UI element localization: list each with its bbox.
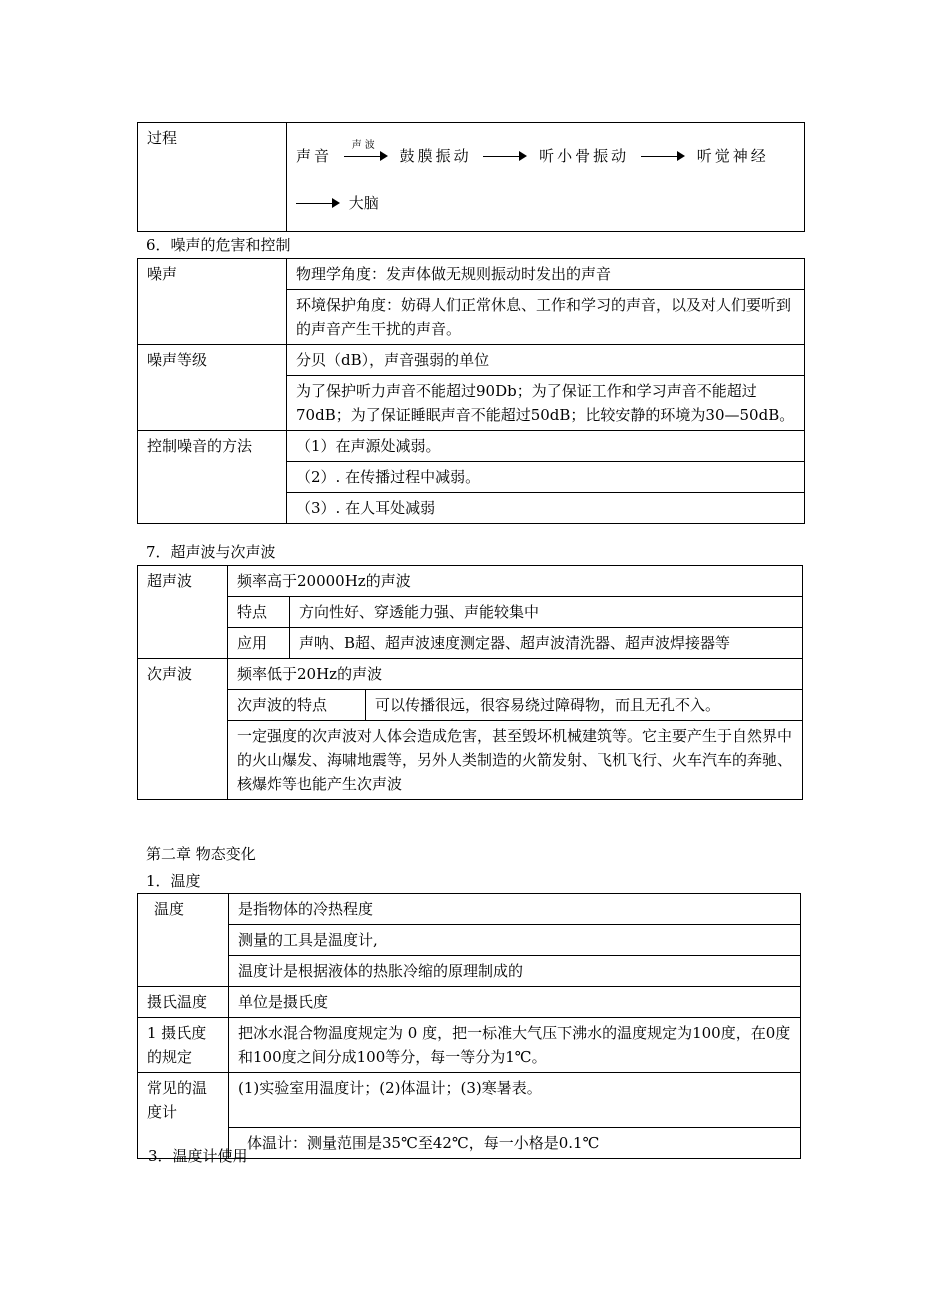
noise-control-method: （3）. 在人耳处减弱	[287, 493, 805, 524]
celsius-label: 摄氏温度	[138, 987, 229, 1018]
noise-def-physics: 物理学角度：发声体做无规则振动时发出的声音	[287, 259, 805, 290]
ultrasound-feature: 方向性好、穿透能力强、声能较集中	[290, 597, 803, 628]
arrow-label: 声波	[351, 140, 378, 151]
noise-def-environment: 环境保护角度：妨碍人们正常休息、工作和学习的声音，以及对人们要听到的声音产生干扰的声音。	[287, 290, 805, 345]
noise-level-label: 噪声等级	[138, 345, 287, 431]
chain-step: 声音	[296, 147, 333, 165]
chain-step: 听小骨振动	[539, 147, 630, 165]
process-table	[137, 122, 805, 232]
noise-control-method: （2）. 在传播过程中减弱。	[287, 462, 805, 493]
process-chain	[287, 123, 805, 232]
temperature-row: 温度计是根据液体的热胀冷缩的原理制成的	[229, 956, 801, 987]
arrow-icon	[483, 150, 527, 164]
section-7-heading: 7．超声波与次声波	[146, 543, 276, 561]
chain-step: 听觉神经	[696, 147, 769, 165]
noise-level-limits: 为了保护听力声音不能超过90Db；为了保证工作和学习声音不能超过70dB；为了保证睡眠声音不能超过50dB；比较安静的环境为30—50dB。	[287, 376, 805, 431]
chapter-2-title: 第二章 物态变化	[146, 845, 256, 863]
arrow-icon	[296, 197, 340, 211]
clinical-thermometer-text: 体温计：测量范围是35℃至42℃，每一小格是0.1℃	[229, 1128, 801, 1159]
temperature-row: 测量的工具是温度计,	[229, 925, 801, 956]
chain-step: 鼓膜振动	[399, 147, 472, 165]
infrasound-harm: 一定强度的次声波对人体会造成危害，甚至毁坏机械建筑等。它主要产生于自然界中的火山爆发、海啸地震等，另外人类制造的火箭发射、飞机飞行、火车汽车的奔驰、核爆炸等也能产生次声波	[228, 721, 803, 800]
chain-step: 大脑	[348, 194, 379, 212]
ultrasound-label: 超声波	[138, 566, 228, 659]
celsius-rule-text: 把冰水混合物温度规定为 0 度，把一标准大气压下沸水的温度规定为100度，在0度和100度之间分成100等分，每一等分为1℃。	[229, 1018, 801, 1073]
temperature-row: 是指物体的冷热程度	[229, 894, 801, 925]
arrow-icon	[641, 150, 685, 164]
infrasound-frequency: 频率低于20Hz的声波	[228, 659, 803, 690]
arrow-icon	[344, 140, 388, 164]
common-thermometer-list: (1)实验室用温度计；(2)体温计；(3)寒暑表。	[229, 1073, 801, 1128]
temperature-table	[137, 893, 801, 1159]
ultrasound-use-label: 应用	[228, 628, 290, 659]
noise-level-unit: 分贝（dB），声音强弱的单位	[287, 345, 805, 376]
ultrasound-feature-label: 特点	[228, 597, 290, 628]
celsius-text: 单位是摄氏度	[229, 987, 801, 1018]
process-label: 过程	[138, 123, 287, 232]
common-thermometer-label: 常见的温度计	[138, 1073, 229, 1159]
ultrasound-table	[137, 565, 803, 800]
temperature-label: 温度	[138, 894, 229, 987]
infrasound-label: 次声波	[138, 659, 228, 800]
thermometer-usage-heading: 3．温度计使用	[148, 1147, 248, 1165]
temperature-heading: 1．温度	[146, 872, 201, 890]
noise-label: 噪声	[138, 259, 287, 345]
infrasound-feature: 可以传播很远，很容易绕过障碍物，而且无孔不入。	[366, 690, 803, 721]
noise-control-method: （1）在声源处减弱。	[287, 431, 805, 462]
ultrasound-frequency: 频率高于20000Hz的声波	[228, 566, 803, 597]
noise-control-label: 控制噪音的方法	[138, 431, 287, 524]
celsius-rule-label: 1 摄氏度的规定	[138, 1018, 229, 1073]
infrasound-feature-label: 次声波的特点	[228, 690, 366, 721]
ultrasound-use: 声呐、B超、超声波速度测定器、超声波清洗器、超声波焊接器等	[290, 628, 803, 659]
section-6-heading: 6．噪声的危害和控制	[146, 236, 291, 254]
noise-table	[137, 258, 805, 524]
